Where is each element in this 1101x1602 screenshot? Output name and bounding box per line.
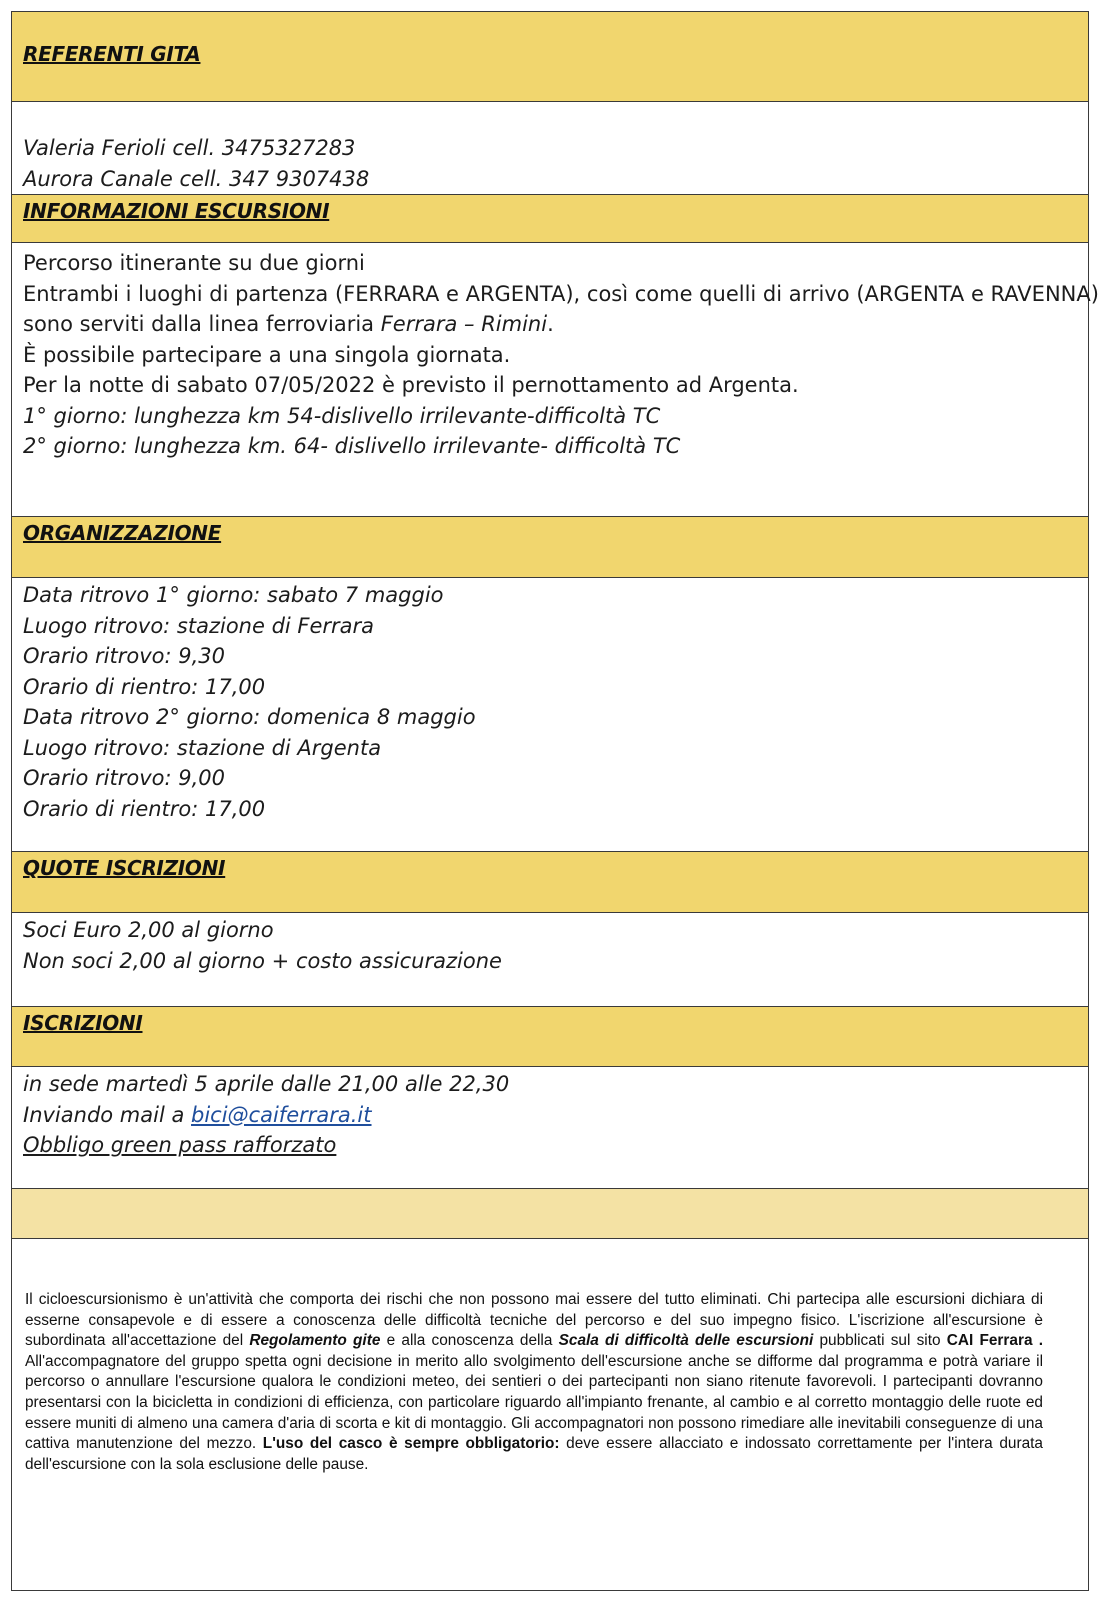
disclaimer-text: pubblicati sul sito: [813, 1332, 947, 1350]
cai-ferrara: CAI Ferrara .: [946, 1332, 1043, 1350]
info-line: Percorso itinerante su due giorni: [23, 251, 365, 275]
org-line: Orario di rientro: 17,00: [23, 674, 266, 699]
disclaimer: [25, 1290, 1043, 1475]
organizzazione-title: ORGANIZZAZIONE: [23, 521, 222, 545]
info-line: Entrambi i luoghi di partenza (FERRARA e ARGENTA), così come quelli di arrivo (ARGENTA e RAVENNA): [23, 281, 1099, 306]
contact-line: Valeria Ferioli cell. 3475327283: [23, 136, 356, 160]
info-line: [23, 309, 1088, 340]
disclaimer-text: deve essere allacciato e indossato correttamente per l'intera durata dell'escursione con la sola esclusione delle pause.: [25, 1435, 1043, 1473]
referenti-header: [12, 12, 1088, 102]
quote-line: Soci Euro 2,00 al giorno: [23, 918, 274, 942]
organizzazione-body: [12, 578, 1088, 852]
referenti-body: [12, 102, 1088, 195]
info-line: È possibile partecipare a una singola giornata.: [23, 342, 511, 367]
scala-difficolta: Scala di difficoltà delle escursioni: [558, 1332, 814, 1350]
org-line: Orario di rientro: 17,00: [23, 796, 266, 821]
informazioni-header: [12, 195, 1088, 243]
informazioni-title: INFORMAZIONI ESCURSIONI: [23, 199, 330, 223]
signup-line: in sede martedì 5 aprile dalle 21,00 alle 22,30: [23, 1072, 510, 1096]
railway-line: Ferrara – Rimini: [380, 312, 548, 336]
org-line: Luogo ritrovo: stazione di Ferrara: [23, 613, 375, 638]
disclaimer-text: All'accompagnatore del gruppo spetta ogni decisione in merito allo svolgimento dell'escursione anche se difforme dal programma e potrà variare il percorso o annullare l'escursione qualora le condizioni meteo, dei sentieri o dei partecipanti non siano ritenute favorevoli. I partecipanti dovranno presentarsi con la bicicletta in condizioni di efficienza, con particolare riguardo all'impianto frenante, al cambio e al corretto montaggio delle ruote ed essere muniti di almeno una camera d'aria di scorta e kit di montaggio. Gli accompagnatori non possono rimediare alle inevitabili conseguenze di una cattiva manutenzione del mezzo.: [25, 1352, 1043, 1453]
signup-line: [23, 1100, 1088, 1131]
email-link[interactable]: bici@caiferrara.it: [191, 1102, 372, 1127]
info-text: sono serviti dalla linea ferroviaria: [23, 312, 381, 336]
quote-line: Non soci 2,00 al giorno + costo assicurazione: [23, 948, 502, 973]
green-pass-notice: Obbligo green pass rafforzato: [23, 1133, 337, 1157]
regolamento-gite: Regolamento gite: [249, 1332, 381, 1350]
day2-details: 2° giorno: lunghezza km. 64- dislivello irrilevante- difficoltà TC: [23, 434, 681, 458]
day1-details: 1° giorno: lunghezza km 54-dislivello irrilevante-difficoltà TC: [23, 403, 661, 428]
iscrizioni-body: [12, 1067, 1088, 1189]
disclaimer-text: Il cicloescursionismo è un'attività che comporta dei rischi che non possono mai essere del tutto eliminati. Chi partecipa alle escursioni dichiara di esserne consapevole e di essere a conoscenza delle difficoltà tecniche del percorso e del suo impegno fisico. L'iscrizione all'escursione è subordinata all'accettazione del: [25, 1291, 1043, 1350]
info-text: .: [547, 312, 554, 336]
informazioni-body: [12, 243, 1099, 517]
quote-header: [12, 852, 1088, 913]
org-line: Data ritrovo 2° giorno: domenica 8 maggio: [23, 705, 476, 729]
empty-band: [12, 1189, 1088, 1239]
signup-text: Inviando mail a: [23, 1102, 192, 1127]
iscrizioni-header: [12, 1007, 1088, 1067]
quote-body: [12, 913, 1088, 1007]
org-line: Data ritrovo 1° giorno: sabato 7 maggio: [23, 583, 444, 607]
org-line: Luogo ritrovo: stazione di Argenta: [23, 735, 382, 760]
org-line: Orario ritrovo: 9,00: [23, 766, 225, 790]
organizzazione-header: [12, 517, 1088, 578]
contact-line: Aurora Canale cell. 347 9307438: [23, 166, 370, 191]
disclaimer-text: e alla conoscenza della: [380, 1332, 559, 1350]
quote-title: QUOTE ISCRIZIONI: [23, 856, 226, 880]
referenti-title: REFERENTI GITA: [23, 42, 201, 66]
helmet-notice: L'uso del casco è sempre obbligatorio:: [262, 1435, 560, 1453]
info-line: Per la notte di sabato 07/05/2022 è previsto il pernottamento ad Argenta.: [23, 373, 799, 397]
org-line: Orario ritrovo: 9,30: [23, 644, 225, 668]
iscrizioni-title: ISCRIZIONI: [23, 1011, 143, 1035]
